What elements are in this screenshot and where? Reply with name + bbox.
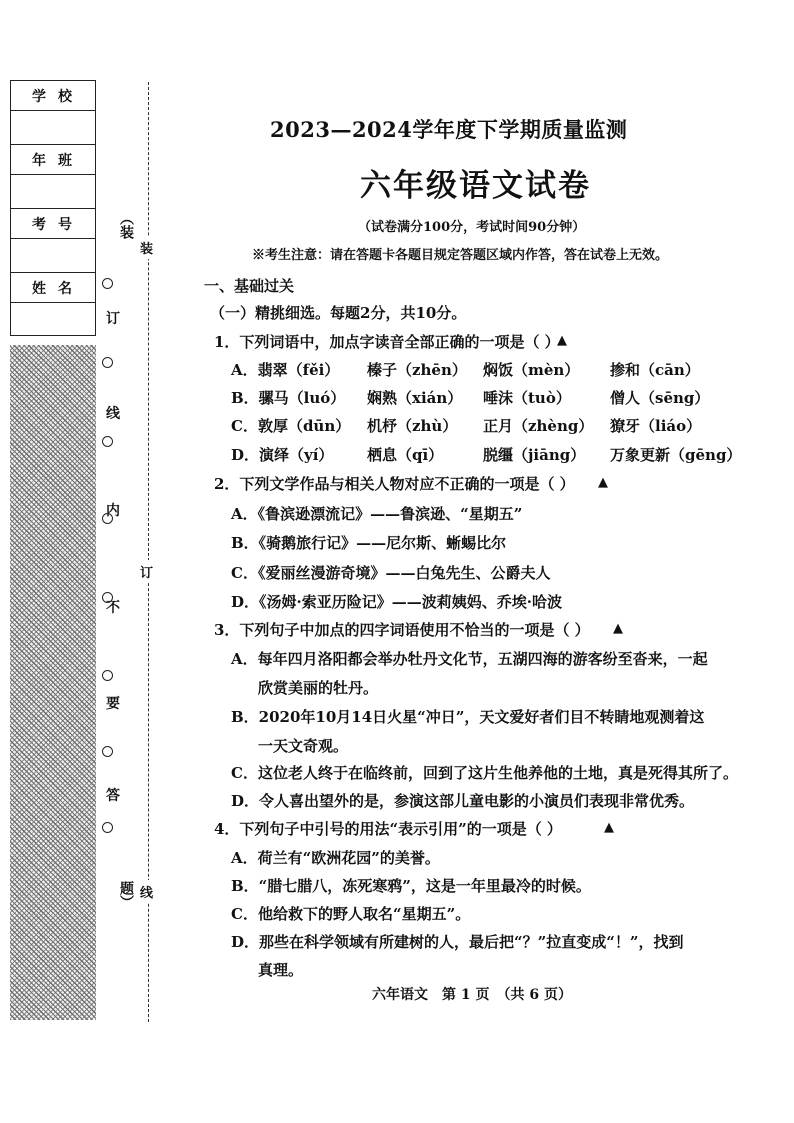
q4-option-b: B．“腊七腊八，冻死寒鸦”，这是一年里最冷的时候。: [231, 877, 591, 895]
q1-option-b-4: 僧人（sēng）: [610, 389, 710, 407]
binding-line-char: 线: [140, 880, 153, 903]
answer-marker: ▲: [613, 621, 623, 636]
exam-year-title: 2023—2024学年度下学期质量监测: [270, 117, 628, 142]
question-4-stem: 4．下列句子中引号的用法“表示引用”的一项是（ ）: [214, 820, 562, 838]
binding-char: 不: [106, 600, 120, 616]
q4-option-a: A．荷兰有“欧洲花园”的美誉。: [231, 849, 440, 867]
q1-option-c-2: 机杼（zhù）: [367, 417, 458, 435]
binding-line-char: 订: [140, 560, 153, 583]
question-3-stem: 3．下列句子中加点的四字词语使用不恰当的一项是（ ）: [214, 621, 590, 639]
student-info-table: [10, 80, 96, 336]
question-1-stem: 1．下列词语中，加点字读音全部正确的一项是（ ）: [214, 333, 560, 351]
binding-char: 内: [106, 503, 120, 519]
binding-hole: [102, 278, 113, 289]
answer-marker: ▲: [557, 333, 567, 348]
binding-char: 线: [106, 406, 120, 422]
exam-notice: ※考生注意：请在答题卡各题目规定答题区域内作答，答在试卷上无效。: [252, 248, 669, 263]
q1-option-b-1: B．骡马（luó）: [231, 389, 346, 407]
answer-marker: ▲: [598, 475, 608, 490]
score-time-note: （试卷满分100分，考试时间90分钟）: [358, 220, 586, 235]
info-label: 年班: [11, 145, 95, 175]
info-school: [11, 81, 95, 145]
binding-hole: [102, 436, 113, 447]
info-label: 学校: [11, 81, 95, 111]
binding-hole: [102, 670, 113, 681]
exam-title: 六年级语文试卷: [360, 168, 591, 204]
q3-option-a-cont: 欣赏美丽的牡丹。: [258, 679, 379, 697]
page-footer: 六年语文 第 1 页 （共 6 页）: [372, 987, 572, 1003]
binding-hole: [102, 513, 113, 524]
hatched-margin: [10, 345, 96, 1020]
info-exam-number: [11, 209, 95, 273]
q4-option-d-cont: 真理。: [258, 961, 304, 979]
q3-option-a: A．每年四月洛阳都会举办牡丹文化节，五湖四海的游客纷至沓来，一起: [231, 650, 708, 668]
q1-option-b-3: 唾沫（tuò）: [483, 389, 571, 407]
section-title: 一、基础过关: [204, 277, 295, 295]
q1-option-a-2: 榛子（zhēn）: [367, 361, 467, 379]
q2-option-b: B．《骑鹅旅行记》——尼尔斯、蜥蜴比尔: [231, 534, 507, 552]
binding-hole: [102, 746, 113, 757]
binding-char: 订: [106, 311, 120, 327]
info-label: 姓名: [11, 273, 95, 303]
q1-option-c-4: 獠牙（liáo）: [610, 417, 702, 435]
q4-option-c: C．他给救下的野人取名“星期五”。: [231, 905, 471, 923]
binding-char: 题）: [118, 881, 134, 909]
info-class: [11, 145, 95, 209]
q1-option-d-2: 栖息（qī）: [367, 446, 444, 464]
q3-option-b-cont: 一天文奇观。: [258, 737, 349, 755]
info-blank-field[interactable]: [11, 303, 95, 335]
info-label: 考号: [11, 209, 95, 239]
info-blank-field[interactable]: [11, 239, 95, 271]
binding-hole: [102, 592, 113, 603]
q1-option-c-3: 正月（zhèng）: [483, 417, 594, 435]
q2-option-c: C．《爱丽丝漫游奇境》——白兔先生、公爵夫人: [231, 564, 551, 582]
q3-option-b: B．2020年10月14日火星“冲日”，天文爱好者们目不转睛地观测着这: [231, 708, 705, 726]
q2-option-a: A．《鲁滨逊漂流记》——鲁滨逊、“星期五”: [231, 505, 523, 523]
info-blank-field[interactable]: [11, 175, 95, 207]
q1-option-d-1: D．演绎（yí）: [231, 446, 334, 464]
binding-char: 要: [106, 696, 120, 712]
q1-option-a-4: 掺和（cān）: [610, 361, 700, 379]
info-blank-field[interactable]: [11, 111, 95, 143]
binding-hole: [102, 357, 113, 368]
binding-line-char: 装: [140, 236, 153, 259]
q3-option-d: D．令人喜出望外的是，参演这部儿童电影的小演员们表现非常优秀。: [231, 792, 695, 810]
q3-option-c: C．这位老人终于在临终前，回到了这片生他养他的土地，真是死得其所了。: [231, 764, 738, 782]
q1-option-a-3: 焖饭（mèn）: [483, 361, 580, 379]
answer-marker: ▲: [604, 820, 614, 835]
info-name: [11, 273, 95, 337]
question-2-stem: 2．下列文学作品与相关人物对应不正确的一项是（ ）: [214, 475, 575, 493]
q1-option-d-4: 万象更新（gēng）: [610, 446, 742, 464]
binding-char: （装: [118, 211, 134, 239]
q4-option-d: D．那些在科学领域有所建树的人，最后把“？”拉直变成“！”，找到: [231, 933, 684, 951]
section-subtitle: （一）精挑细选。每题2分，共10分。: [210, 304, 467, 322]
q1-option-d-3: 脱缰（jiāng）: [483, 446, 586, 464]
q1-option-b-2: 娴熟（xián）: [367, 389, 463, 407]
q1-option-c-1: C．敦厚（dūn）: [231, 417, 351, 435]
q1-option-a-1: A．翡翠（fěi）: [231, 361, 340, 379]
binding-char: 答: [106, 788, 120, 804]
binding-hole: [102, 822, 113, 833]
q2-option-d: D．《汤姆·索亚历险记》——波莉姨妈、乔埃·哈波: [231, 593, 562, 611]
